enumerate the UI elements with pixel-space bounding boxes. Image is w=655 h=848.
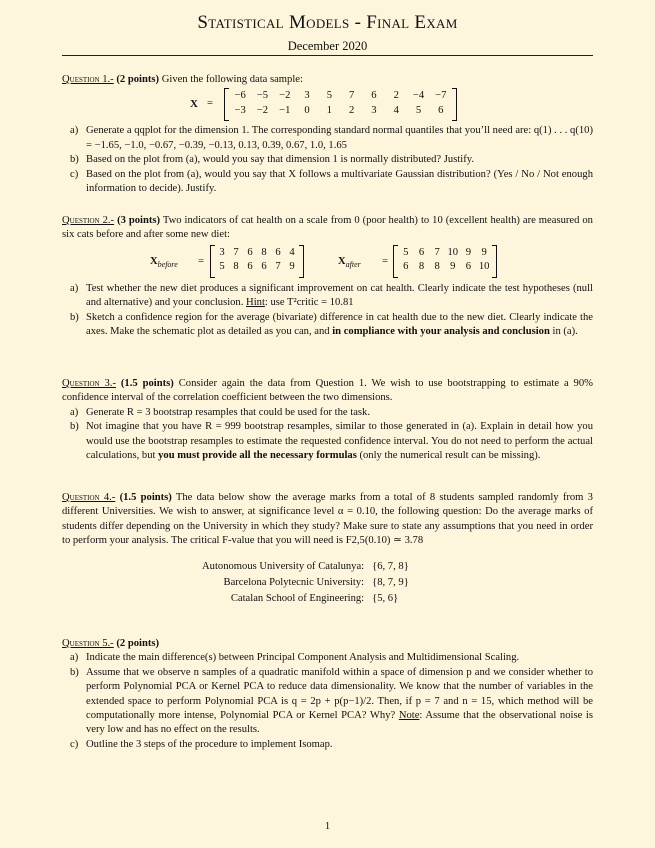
q2-before-matrix-cell: 7 bbox=[275, 261, 281, 273]
q1-matrix-row bbox=[229, 104, 452, 118]
q2-after-matrix-cell: 9 bbox=[465, 246, 472, 258]
q2-item-b: b) Sketch a confidence region for the average (bivariate) difference in cat health due to the new diet. Clearly indicate the axes. Make the schematic plot as detailed as you can, and in compliance with your analysis and conclusion in (a). bbox=[70, 311, 593, 338]
q1-label: Question 1.- bbox=[62, 74, 114, 85]
q2-after-equals: = bbox=[382, 255, 388, 267]
q1-matrix-cell: −6 bbox=[234, 90, 246, 102]
q2-before-matrix-cell: 7 bbox=[233, 246, 239, 258]
q5-item-b: b) Assume that we observe n samples of a quadratic manifold within a space of dimension p and we consider whether to perform Polynomial PCA or Kernel PCA to reduce data dimensionality. We know that the number of variables in the extended space to perform Polynomial PCA is q = 2p + p(p−1)/2. Then, if p = 7 and n = 15, which method will be computationally more intense, Polynomial PCA or Kernel PCA? Why? Note: Assume that the observational noise is very low and has no effect on the results. bbox=[70, 666, 593, 736]
q2-before-matrix-cell: 6 bbox=[261, 261, 267, 273]
universities-table bbox=[198, 560, 413, 609]
q1-matrix bbox=[224, 88, 457, 121]
exam-title: Statistical Models - Final Exam bbox=[197, 12, 458, 33]
q1-matrix-row bbox=[229, 89, 452, 103]
q1-item-b: b) Based on the plot from (a), would you say that dimension 1 is normally distributed? Justify. bbox=[70, 154, 474, 166]
university-row: Barcelona Polytecnic University: {8, 7, 9} bbox=[223, 577, 409, 589]
q1-matrix-cell: 1 bbox=[326, 104, 332, 116]
q2-after-matrix-cell: 8 bbox=[434, 261, 440, 273]
question-1 bbox=[62, 73, 593, 196]
q2-after-matrix-row bbox=[398, 260, 492, 274]
q1-matrix-cell: 7 bbox=[348, 90, 355, 102]
q2-before-equals: = bbox=[198, 255, 204, 267]
q2-after-matrix-cell: 10 bbox=[447, 246, 459, 258]
q1-matrix-cell: 4 bbox=[393, 104, 399, 116]
q2-after-matrix-cell: 5 bbox=[403, 246, 409, 258]
q1-matrix-cell: 3 bbox=[304, 90, 310, 102]
q2-after-sub: after bbox=[345, 259, 361, 269]
q2-before-matrix-cell: 3 bbox=[219, 246, 225, 258]
q2-after-matrix-cell: 9 bbox=[481, 246, 487, 258]
q3-label: Question 3.- bbox=[62, 378, 116, 389]
q2-before-matrix-cell: 6 bbox=[247, 246, 253, 258]
q1-matrix-cell: 5 bbox=[415, 104, 422, 116]
question-5 bbox=[62, 637, 593, 752]
q1-matrix-cell: 6 bbox=[371, 90, 377, 102]
q2-matrices bbox=[62, 245, 593, 281]
q2-before-matrix-row bbox=[215, 246, 299, 260]
q5-label: Question 5.- bbox=[62, 638, 114, 649]
q5-item-c: c) Outline the 3 steps of the procedure to implement Isomap. bbox=[70, 738, 333, 750]
q2-after-matrix-cell: 8 bbox=[418, 261, 425, 273]
q2-points: (3 points) bbox=[117, 215, 161, 226]
q2-item-a: a) Test whether the new diet produces a significant improvement on cat health. Clearly indicate the test hypotheses (null and alternative) and your conclusion. Hint: use T²critic = 10.81 bbox=[70, 282, 593, 309]
q2-before-matrix-cell: 9 bbox=[289, 261, 295, 273]
q5-item-a: a) Indicate the main difference(s) between Principal Component Analysis and Multidimensional Scaling. bbox=[70, 652, 520, 664]
q1-item-c: c) Based on the plot from (a), would you say that X follows a multivariate Gaussian distribution? (Yes / No / Not enough information to decide). Justify. bbox=[70, 168, 593, 195]
q1-matrix-cell: 6 bbox=[438, 104, 444, 116]
q1-points: (2 points) bbox=[116, 74, 160, 85]
q3-points: (1.5 points) bbox=[120, 378, 174, 389]
university-row: Autonomous University of Catalunya: {6, 7, 8} bbox=[202, 560, 409, 572]
q2-hint-label: Hint bbox=[246, 297, 265, 309]
q5-points: (2 points) bbox=[116, 638, 160, 649]
q2-after-matrix-cell: 9 bbox=[450, 261, 456, 273]
q1-matrix-cell: −5 bbox=[256, 90, 269, 102]
q2-before-name: X bbox=[150, 255, 158, 267]
q1-matrix-cell: −2 bbox=[256, 104, 269, 116]
q1-intro: Given the following data sample: bbox=[161, 74, 303, 85]
q2-after-matrix-cell: 10 bbox=[478, 261, 490, 273]
q3-intro: Consider again the data from Question 1. We wish to use bootstrapping to estimate a 90% confidence interval of the correlation coefficient between the two dimensions. bbox=[62, 378, 593, 404]
exam-date: December 2020 bbox=[287, 39, 368, 53]
q2-before-matrix-cell: 6 bbox=[247, 261, 253, 273]
q2-after-name: X bbox=[338, 255, 346, 267]
q2-after-matrix-cell: 7 bbox=[434, 246, 440, 258]
q2-after-matrix bbox=[393, 245, 497, 278]
q2-intro: Two indicators of cat health on a scale from 0 (poor health) to 10 (excellent health) are measured on six cats before and after some new diet: bbox=[62, 215, 593, 241]
q2-before-matrix-cell: 5 bbox=[219, 261, 225, 273]
q1-matrix-cell: 3 bbox=[371, 104, 377, 116]
q1-matrix-cell: −3 bbox=[234, 104, 246, 116]
q2-before-matrix-cell: 4 bbox=[289, 246, 295, 258]
q1-matrix-cell: 2 bbox=[348, 104, 355, 116]
page-number: 1 bbox=[324, 821, 331, 832]
q2-before-matrix-row bbox=[215, 260, 299, 274]
q4-intro: The data below show the average marks from a total of 8 students sampled randomly from 3 different Universities. We wish to answer, at significance level α = 0.10, the following question: Do the average marks of students differ depending on the University in which they study? Make sure to state any assumptions that you need in order to perform your analysis. The critical F-value that you will need is F2,5(0.10) ≃ 3.78 bbox=[62, 492, 593, 547]
q1-matrix-cell: −7 bbox=[435, 90, 447, 102]
q1-matrix-cell: 2 bbox=[393, 90, 399, 102]
q1-matrix-cell: 0 bbox=[304, 104, 310, 116]
q1-matrix-name: X bbox=[190, 98, 198, 111]
question-4 bbox=[62, 491, 593, 609]
q5-note-label: Note bbox=[398, 710, 420, 722]
q3-item-b: b) Not imagine that you have R = 999 bootstrap resamples, similar to those generated in (a). Explain in detail how you would use the bootstrap resamples to estimate the requested confidence interval. You do not need to perform the actual calculations, but you must provide all the necessary formulas (only the numerical result can be missing). bbox=[70, 421, 593, 462]
q1-equals: = bbox=[207, 98, 213, 110]
q3-item-a: a) Generate R = 3 bootstrap resamples that could be used for the task. bbox=[70, 406, 370, 418]
q2-after-matrix-cell: 6 bbox=[465, 261, 472, 273]
q2-after-matrix-cell: 6 bbox=[418, 246, 425, 258]
q2-after-matrix-cell: 6 bbox=[403, 261, 409, 273]
q1-matrix-cell: −1 bbox=[279, 104, 291, 116]
q2-before-matrix-cell: 8 bbox=[261, 246, 267, 258]
title-rule bbox=[62, 55, 593, 56]
q2-before-matrix bbox=[210, 245, 304, 278]
q2-before-sub: before bbox=[157, 259, 178, 269]
q1-matrix-eq bbox=[62, 88, 593, 122]
q4-points: (1.5 points) bbox=[119, 492, 172, 503]
q4-label: Question 4.- bbox=[62, 492, 116, 503]
question-2 bbox=[62, 214, 593, 339]
question-3 bbox=[62, 377, 593, 463]
q1-matrix-cell: 5 bbox=[326, 90, 332, 102]
q2-before-matrix-cell: 6 bbox=[275, 246, 281, 258]
q1-matrix-cell: −4 bbox=[412, 90, 425, 102]
q2-before-matrix-cell: 8 bbox=[233, 261, 239, 273]
q2-after-matrix-row bbox=[398, 246, 492, 260]
q1-item-a: a) Generate a qqplot for the dimension 1. The corresponding standard normal quantiles that you’ll need are: q(1) . . . q(10) = −1.65, −1.0, −0.67, −0.39, −0.13, 0.13, 0.39, 0.67, 1.0, 1.65 bbox=[70, 125, 593, 151]
q1-matrix-cell: −2 bbox=[279, 90, 291, 102]
university-row: Catalan School of Engineering: {5, 6} bbox=[230, 593, 399, 605]
q2-label: Question 2.- bbox=[62, 215, 115, 226]
